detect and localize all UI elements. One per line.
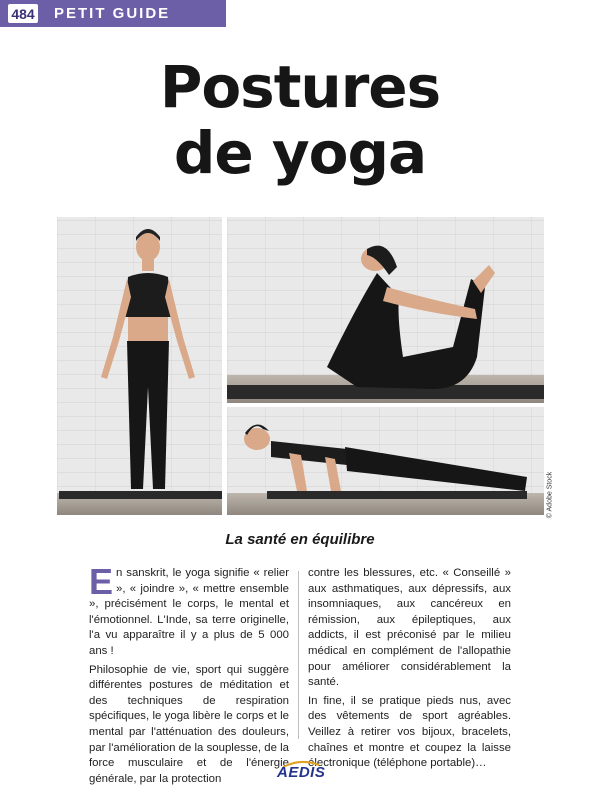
- photo-plank-pose: [227, 407, 544, 515]
- bow-pose-illustration: [227, 217, 544, 403]
- paragraph-benefits: contre les blessures, etc. « Conseillé » aux asthmatiques, aux dépressifs, aux insomniaques, aux cancéreux en rémission, aux épileptiques, aux addicts, il est préconisé par le milieu médical en complément de l'allopathie pour améliorer considérablement la santé.: [308, 567, 511, 689]
- dropcap: E: [89, 561, 114, 602]
- paragraph-intro: E n sanskrit, le yoga signifie « relier », « joindre », « mettre ensemble », précisément le corps, le mental et l'émotionnel. L'Inde, sa terre originelle, l'a vu apparaître il y a plus de 5 000 ans !: [89, 561, 289, 657]
- column-divider: [298, 571, 299, 739]
- text-column-left: [89, 561, 289, 790]
- series-number: 484: [8, 4, 38, 23]
- series-name: PETIT GUIDE: [54, 5, 171, 22]
- paragraph-practice: In fine, il se pratique pieds nus, avec des vêtements de sport agréables. Veillez à retirer vos bijoux, bracelets, chaînes et montre et coupez la laisse électronique (téléphone portable)…: [308, 694, 511, 770]
- publisher-name: AEDIS: [277, 764, 326, 781]
- title-line-1: Postures: [159, 53, 441, 121]
- cover-photo-collage: [57, 217, 544, 515]
- publisher-logo: [277, 760, 325, 786]
- paragraph-philosophy: Philosophie de vie, sport qui suggère différentes postures de méditation et des techniques de respiration spécifiques, le yoga libère le corps et le mental par l'atténuation des douleurs, par l'amélioration de la souplesse, de la force musculaire et de l'énergie générale, par la protection: [89, 663, 289, 785]
- subtitle: La santé en équilibre: [225, 531, 375, 548]
- photo-bow-pose: [227, 217, 544, 403]
- plank-pose-illustration: [227, 407, 544, 515]
- title-line-2: de yoga: [173, 119, 427, 187]
- photo-credit: © Adobe Stock: [546, 471, 554, 519]
- standing-figure-illustration: [57, 217, 222, 515]
- text-column-right: [308, 566, 511, 775]
- photo-standing-pose: [57, 217, 222, 515]
- series-banner: [0, 0, 226, 27]
- book-title: [0, 54, 600, 186]
